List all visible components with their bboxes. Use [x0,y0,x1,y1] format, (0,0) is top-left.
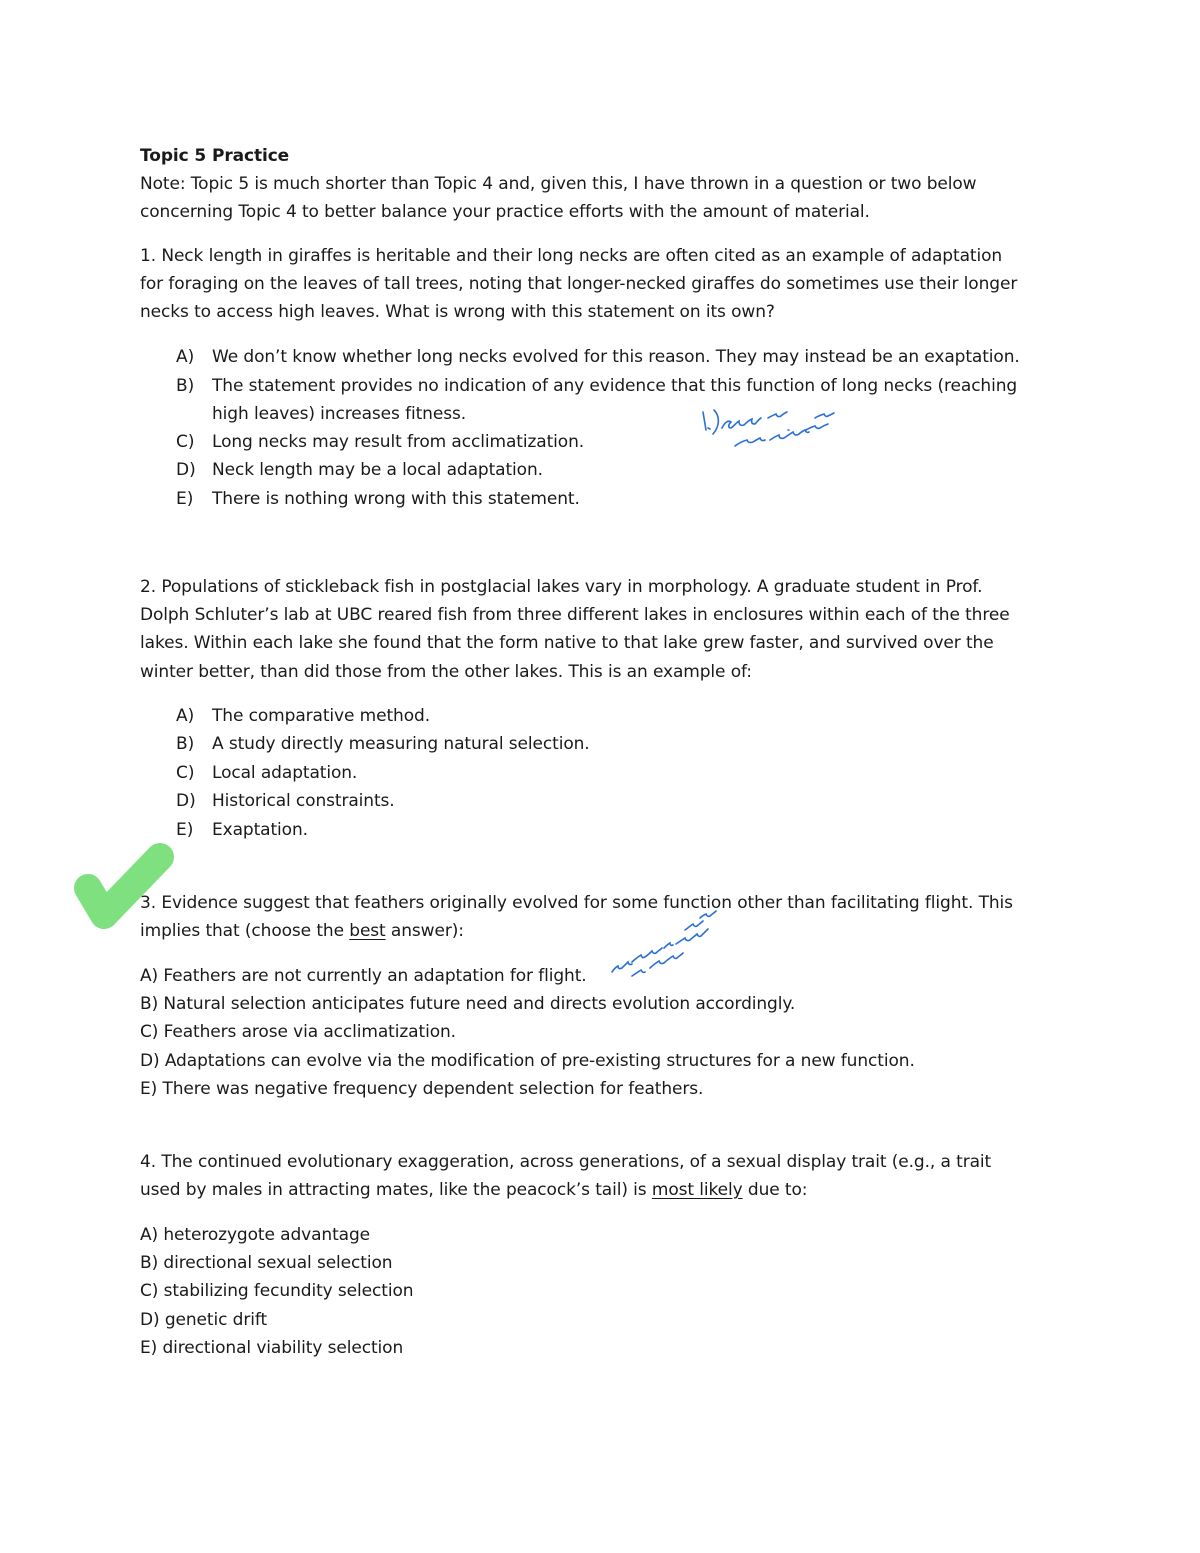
q4-stem-post: due to: [742,1180,808,1200]
q2-option-c: Local adaptation. [212,763,358,783]
q1-option-a-letter: A) [176,347,195,367]
q2-stem-line-2: Dolph Schluter’s lab at UBC reared fish from three different lakes in enclosures within each of the three [140,605,1010,625]
q2-stem-line-4: winter better, than did those from the other lakes. This is an example of: [140,662,752,682]
q1-option-e: There is nothing wrong with this statement. [212,489,580,509]
q3-stem-pre: implies that (choose the [140,921,350,941]
q1-option-b-cont: high leaves) increases fitness. [212,404,467,424]
q2-option-d: Historical constraints. [212,791,395,811]
q4-option-b: B) directional sexual selection [140,1253,393,1273]
q1-option-d: Neck length may be a local adaptation. [212,460,543,480]
q3-option-b: B) Natural selection anticipates future need and directs evolution accordingly. [140,994,796,1014]
q4-option-e: E) directional viability selection [140,1338,404,1358]
q2-stem-line-3: lakes. Within each lake she found that the form native to that lake grew faster, and survived over the [140,633,994,653]
q1-stem-line-3: necks to access high leaves. What is wrong with this statement on its own? [140,302,775,322]
q2-option-a-letter: A) [176,706,195,726]
q1-option-b: The statement provides no indication of any evidence that this function of long necks (reaching [212,376,1018,396]
q4-option-c: C) stabilizing fecundity selection [140,1281,414,1301]
q1-option-d-letter: D) [176,460,196,480]
handwritten-note-q1 [703,410,834,446]
q2-option-e: Exaptation. [212,820,308,840]
q1-option-a: We don’t know whether long necks evolved for this reason. They may instead be an exaptation. [212,347,1020,367]
q2-option-a: The comparative method. [212,706,431,726]
q1-option-c: Long necks may result from acclimatization. [212,432,585,452]
q4-stem-pre: used by males in attracting mates, like the peacock’s tail) is [140,1180,652,1200]
q2-stem-line-1: 2. Populations of stickleback fish in postglacial lakes vary in morphology. A graduate student in Prof. [140,577,983,597]
q4-emphasis-most-likely: most likely [651,1180,743,1200]
q1-stem-line-2: for foraging on the leaves of tall trees, noting that longer-necked giraffes do sometimes use their longer [140,274,1018,294]
q3-option-d: D) Adaptations can evolve via the modification of pre-existing structures for a new function. [140,1051,915,1071]
q1-option-b-letter: B) [176,376,195,396]
q2-option-d-letter: D) [176,791,196,811]
q1-option-c-letter: C) [176,432,195,452]
q3-stem-post: answer): [385,921,464,941]
q4-option-a: A) heterozygote advantage [140,1225,371,1245]
page-title: Topic 5 Practice [140,146,290,166]
q3-option-e: E) There was negative frequency dependent selection for feathers. [140,1079,704,1099]
handwritten-note-q3 [612,911,716,976]
note-line-1: Note: Topic 5 is much shorter than Topic 4 and, given this, I have thrown in a question or two below [140,174,977,194]
q4-stem-line-1: 4. The continued evolutionary exaggeration, across generations, of a sexual display trait (e.g., a trait [140,1152,992,1172]
q2-option-c-letter: C) [176,763,195,783]
q3-option-a: A) Feathers are not currently an adaptation for flight. [140,966,587,986]
q3-option-c: C) Feathers arose via acclimatization. [140,1022,456,1042]
q1-stem-line-1: 1. Neck length in giraffes is heritable and their long necks are often cited as an example of adaptation [140,246,1003,266]
q2-option-b-letter: B) [176,734,195,754]
q2-option-b: A study directly measuring natural selection. [212,734,590,754]
q3-emphasis-best: best [349,921,386,941]
q1-option-e-letter: E) [176,489,194,509]
checkmark-icon [88,857,160,915]
q4-option-d: D) genetic drift [140,1310,268,1330]
q2-option-e-letter: E) [176,820,194,840]
q3-stem-line-1: 3. Evidence suggest that feathers originally evolved for some function other than facilitating flight. This [140,893,1013,913]
note-line-2: concerning Topic 4 to better balance your practice efforts with the amount of material. [140,202,870,222]
